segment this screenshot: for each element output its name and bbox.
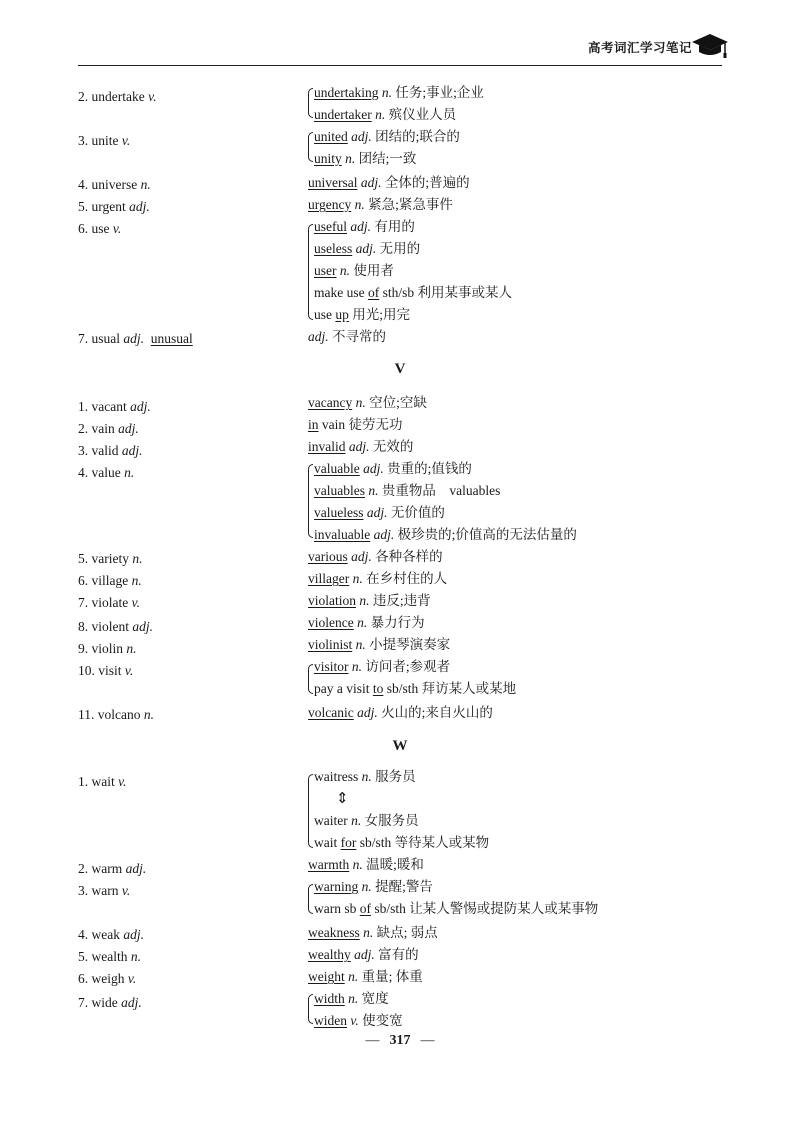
page-header bbox=[0, 30, 800, 70]
headword: 2. undertake v. bbox=[78, 89, 157, 104]
headword: 3. valid adj. bbox=[78, 443, 143, 458]
derivation: width n. 宽度 bbox=[314, 991, 389, 1006]
headword: 10. visit v. bbox=[78, 663, 134, 678]
derivation: invalid adj. 无效的 bbox=[308, 439, 414, 454]
headword: 1. wait v. bbox=[78, 774, 127, 789]
brace-warn bbox=[308, 884, 313, 914]
derivation: vacancy n. 空位;空缺 bbox=[308, 395, 427, 410]
headword: 5. wealth n. bbox=[78, 949, 141, 964]
derivation: make use of sth/sb 利用某事或某人 bbox=[314, 285, 512, 300]
derivation: various adj. 各种各样的 bbox=[308, 549, 443, 564]
section-letter-w: W bbox=[392, 738, 408, 754]
derivation: user n. 使用者 bbox=[314, 263, 394, 278]
brace-wait bbox=[308, 774, 313, 848]
header-title: 高考词汇学习笔记 bbox=[588, 40, 693, 55]
derivation: weight n. 重量; 体重 bbox=[308, 969, 423, 984]
derivation: volcanic adj. 火山的;来自火山的 bbox=[308, 705, 493, 720]
headword: 7. violate v. bbox=[78, 595, 140, 610]
derivation: villager n. 在乡村住的人 bbox=[308, 571, 448, 586]
derivation: warn sb of sb/sth 让某人警惕或提防某人或某事物 bbox=[314, 901, 599, 916]
derivation: in vain 徒劳无功 bbox=[308, 417, 403, 432]
derivation: waiter n. 女服务员 bbox=[314, 813, 419, 828]
headword: 6. weigh v. bbox=[78, 971, 137, 986]
section-letter-v: V bbox=[394, 361, 406, 377]
headword: 8. violent adj. bbox=[78, 619, 154, 634]
headword: 11. volcano n. bbox=[78, 707, 154, 722]
derivation: undertaking n. 任务;事业;企业 bbox=[314, 85, 484, 100]
brace-wide bbox=[308, 994, 313, 1024]
derivation: invaluable adj. 极珍贵的;价值高的无法估量的 bbox=[314, 527, 577, 542]
derivation: violinist n. 小提琴演奏家 bbox=[308, 637, 451, 652]
derivation: pay a visit to sb/sth 拜访某人或某地 bbox=[314, 681, 517, 696]
derivation: undertaker n. 殡仪业人员 bbox=[314, 107, 457, 122]
derivation: urgency n. 紧急;紧急事件 bbox=[308, 197, 453, 212]
headword: 2. warm adj. bbox=[78, 861, 147, 876]
derivation: warning n. 提醒;警告 bbox=[314, 879, 433, 894]
derivation: widen v. 使变宽 bbox=[314, 1013, 403, 1028]
derivation: valuable adj. 贵重的;值钱的 bbox=[314, 461, 472, 476]
derivation: wealthy adj. 富有的 bbox=[308, 947, 419, 962]
page-number: — 317 — bbox=[365, 1033, 435, 1048]
headword: 9. violin n. bbox=[78, 641, 137, 656]
derivation: use up 用光;用完 bbox=[314, 307, 411, 322]
headword: 2. vain adj. bbox=[78, 421, 139, 436]
headword: 6. village n. bbox=[78, 573, 142, 588]
headword: 5. urgent adj. bbox=[78, 199, 150, 214]
derivation: waitress n. 服务员 bbox=[314, 769, 416, 784]
headword: 3. unite v. bbox=[78, 133, 131, 148]
brace-unite bbox=[308, 132, 313, 162]
derivation: weakness n. 缺点; 弱点 bbox=[308, 925, 438, 940]
headword: 4. weak adj. bbox=[78, 927, 144, 942]
brace-undertake bbox=[308, 88, 313, 118]
headword: 4. universe n. bbox=[78, 177, 151, 192]
derivation: useless adj. 无用的 bbox=[314, 241, 421, 256]
derivation: useful adj. 有用的 bbox=[314, 219, 415, 234]
derivation: violation n. 违反;违背 bbox=[308, 593, 431, 608]
derivation: united adj. 团结的;联合的 bbox=[314, 129, 460, 144]
derivation: universal adj. 全体的;普遍的 bbox=[308, 175, 470, 190]
derivation: valueless adj. 无价值的 bbox=[314, 505, 445, 520]
derivation: wait for sb/sth 等待某人或某物 bbox=[314, 835, 490, 850]
header-rule bbox=[78, 65, 722, 66]
derivation: unity n. 团结;一致 bbox=[314, 151, 417, 166]
headword: 1. vacant adj. bbox=[78, 399, 151, 414]
headword: 4. value n. bbox=[78, 465, 135, 480]
derivation: adj. 不寻常的 bbox=[308, 329, 387, 344]
derivation: warmth n. 温暖;暖和 bbox=[308, 857, 424, 872]
headword: 3. warn v. bbox=[78, 883, 131, 898]
derivation: valuables n. 贵重物品 valuables bbox=[314, 483, 501, 498]
headword: 5. variety n. bbox=[78, 551, 143, 566]
brace-value bbox=[308, 464, 313, 538]
headword: 7. usual adj. unusual bbox=[78, 331, 193, 346]
headword: 6. use v. bbox=[78, 221, 122, 236]
headword: 7. wide adj. bbox=[78, 995, 142, 1010]
brace-visit bbox=[308, 664, 313, 694]
brace-use bbox=[308, 224, 313, 320]
derivation: violence n. 暴力行为 bbox=[308, 615, 425, 630]
derivation: visitor n. 访问者;参观者 bbox=[314, 659, 451, 674]
double-arrow-icon: ⇕ bbox=[336, 789, 349, 807]
graduation-cap-icon bbox=[690, 30, 730, 60]
